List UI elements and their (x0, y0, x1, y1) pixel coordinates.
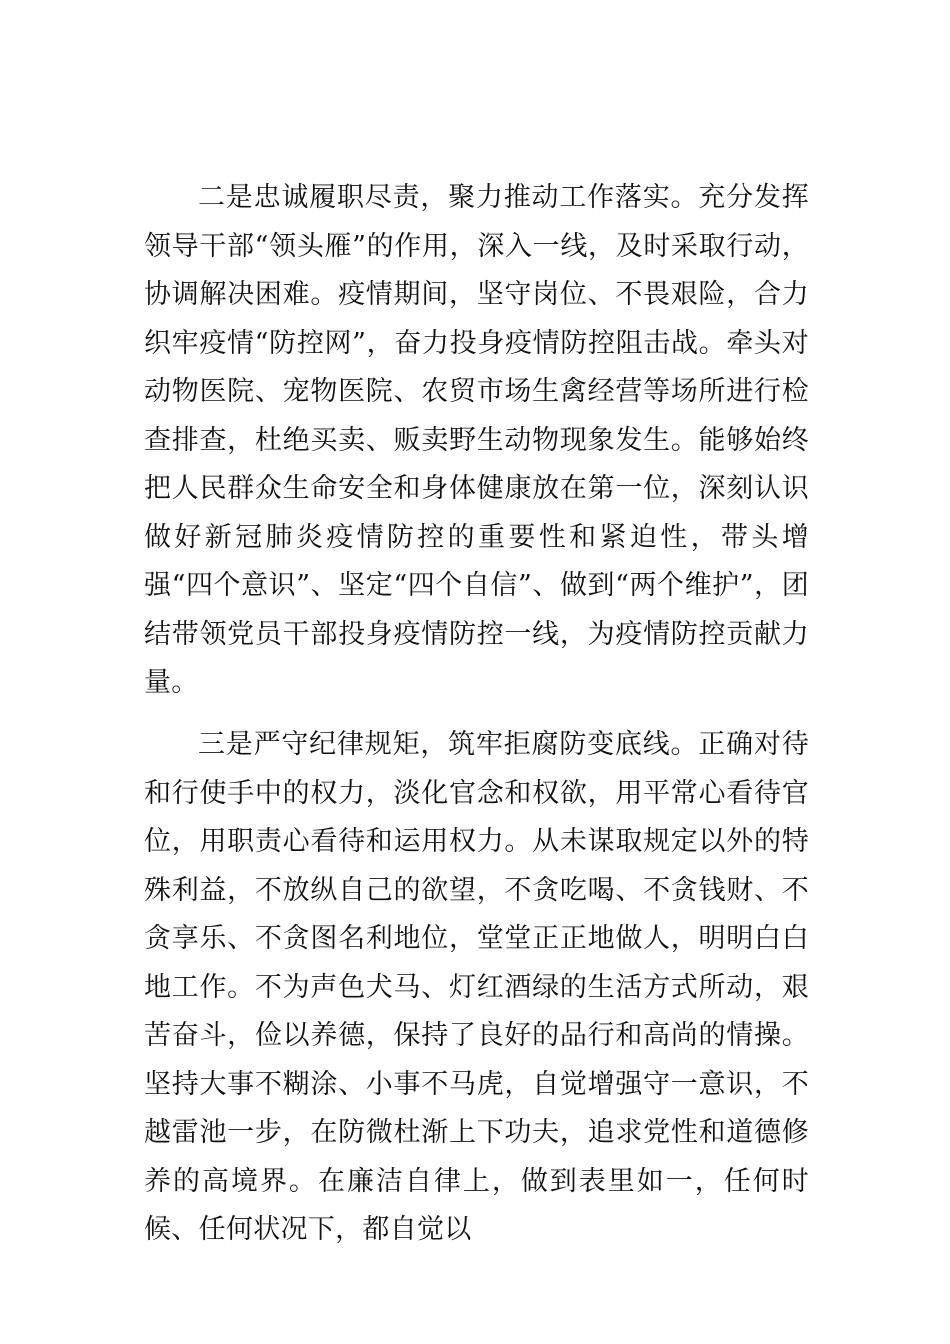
paragraph-loyal-duty: 二是忠诚履职尽责，聚力推动工作落实。充分发挥领导干部“领头雁”的作用，深入一线，及时采取行动，协调解决困难。疫情期间，坚守岗位、不畏艰险，合力织牢疫情“防控网”，奋力投身疫情防控阻击战。牵头对动物医院、宠物医院、农贸市场生禽经营等场所进行检查排查，杜绝买卖、贩卖野生动物现象发生。能够始终把人民群众生命安全和身体健康放在第一位，深刻认识做好新冠肺炎疫情防控的重要性和紧迫性，带头增强“四个意识”、坚定“四个自信”、做到“两个维护”，团结带领党员干部投身疫情防控一线，为疫情防控贡献力量。 (144, 182, 809, 698)
paragraph-discipline: 三是严守纪律规矩，筑牢拒腐防变底线。正确对待和行使手中的权力，淡化官念和权欲，用平常心看待官位，用职责心看待和运用权力。从未谋取规定以外的特殊利益，不放纵自己的欲望，不贪吃喝、不贪钱财、不贪享乐、不贪图名利地位，堂堂正正地做人，明明白白地工作。不为声色犬马、灯红酒绿的生活方式所动，艰苦奋斗，俭以养德，保持了良好的品行和高尚的情操。坚持大事不糊涂、小事不马虎，自觉增强守一意识，不越雷池一步，在防微杜渐上下功夫，追求党性和道德修养的高境界。在廉洁自律上，做到表里如一，任何时候、任何状况下，都自觉以 (144, 729, 809, 1245)
